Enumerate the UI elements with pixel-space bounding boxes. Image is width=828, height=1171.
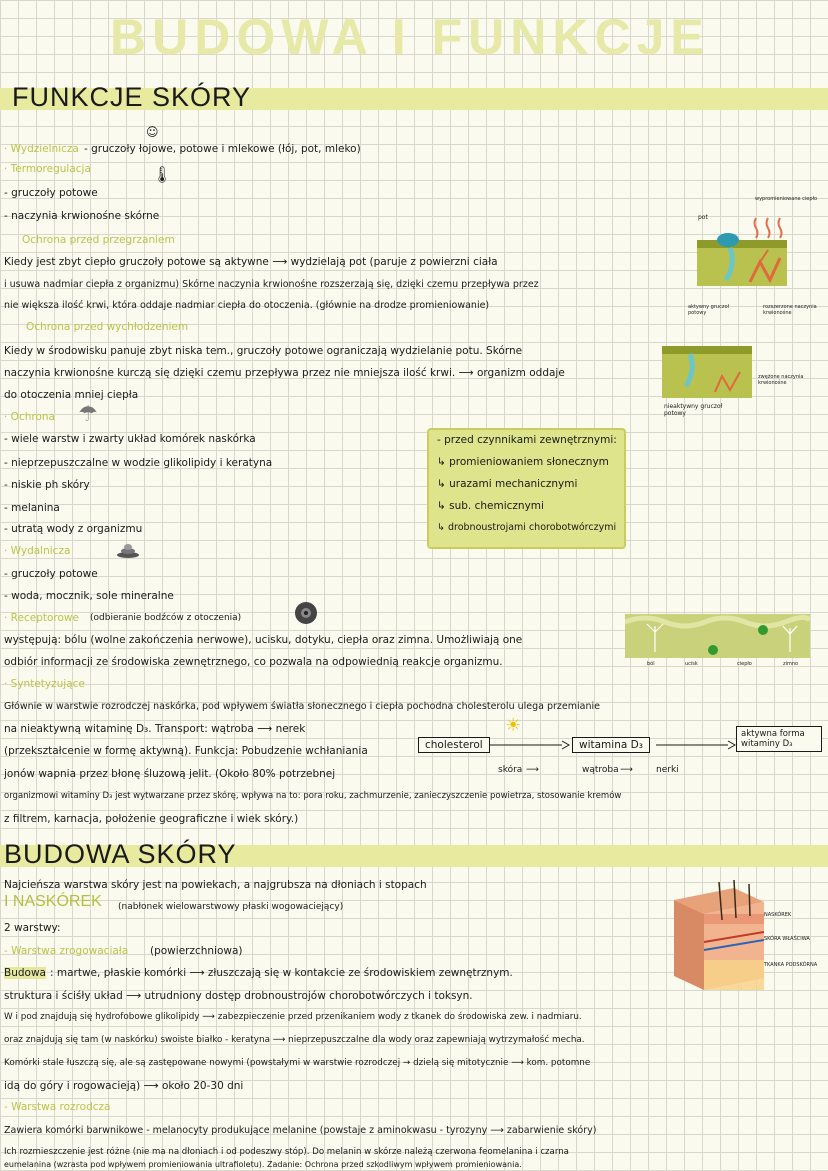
text-line: do otoczenia mniej ciepła: [4, 389, 139, 401]
text-line: W i pod znajdują się hydrofobowe glikolipidy ⟶ zabezpieczenie przed przenikaniem wody z tkanek do środowiska zew. i nadmiaru.: [4, 1012, 582, 1022]
cholesterol-box: cholesterol: [418, 737, 490, 753]
diagram-label: aktywny gruczoł potowy: [688, 304, 729, 316]
receptor-label: zimno: [783, 661, 799, 667]
text-line: - naczynia krwionośne skórne: [4, 210, 160, 222]
text-line: - niskie ph skóry: [4, 479, 90, 491]
highlight-label: Budowa: [4, 967, 46, 979]
text-line: (odbieranie bodźców z otoczenia): [90, 613, 242, 623]
function-heading: · Termoregulacja: [4, 163, 91, 175]
text-line: eumelanina (wzrasta pod wpływem promieniowania ultrafioletu). Zadanie: Ochrona przed szkodliwym wpływem promieniowania.: [4, 1160, 522, 1169]
text-line: (nabłonek wielowarstwowy płaski wogowaciejący): [118, 902, 344, 912]
diagram-label: pot: [698, 214, 708, 221]
skin-label: SKÓRA WŁAŚCIWA: [764, 936, 810, 942]
text-line: - gruczoły potowe: [4, 568, 98, 580]
pathway-arrow: ⟶: [620, 765, 633, 775]
text-line: 2 warstwy:: [4, 922, 61, 934]
receptor-label: ciepło: [737, 661, 752, 667]
text-line: nie większa ilość krwi, która oddaje nadmiar ciepła do otoczenia. (głównie na drodze promieniowanie): [4, 300, 490, 311]
text-line: (przekształcenie w formę aktywną). Funkcja: Pobudzenie wchłaniania: [4, 745, 368, 757]
box-line: ↳ promieniowaniem słonecznym: [437, 456, 609, 468]
pathway-label: skóra: [498, 765, 523, 775]
text-line: Komórki stale łuszczą się, ale są zastępowane nowymi (powstałymi w warstwie rozrodczej → dzielą się mitotycznie ⟶ kom. potomne: [4, 1058, 591, 1068]
text-line: - nieprzepuszczalne w wodzie glikolipidy i keratyna: [4, 457, 273, 469]
pathway-arrow: [656, 738, 736, 752]
receptor-diagram: [625, 612, 810, 670]
active-vitamin-box: aktywna forma witaminy D₃: [736, 726, 822, 752]
text-line: Głównie w warstwie rozrodczej naskórka, pod wpływem światła słonecznego i ciepła pochodna cholesterolu ulega przemianie: [4, 701, 600, 712]
function-heading: · Ochrona: [4, 411, 55, 423]
text-line: Najcieńsza warstwa skóry jest na powiekach, a najgrubsza na dłoniach i stopach: [4, 879, 427, 891]
text-line: - wiele warstw i zwarty układ komórek naskórka: [4, 433, 256, 445]
text-line: Kiedy w środowisku panuje zbyt niska tem., gruczoły potowe ograniczają wydzielanie potu. Skórne: [4, 345, 523, 357]
subheading: - Warstwa zrogowaciała: [4, 945, 129, 957]
diagram-label: zwężone naczynia krwionośne: [758, 374, 804, 386]
protection-box: [427, 428, 626, 549]
receptor-icon: [294, 601, 318, 629]
sweat-diagram-cold: [660, 340, 825, 430]
baby-icon: ☺: [146, 125, 159, 139]
text-line: z filtrem, karnacja, położenie geograficzne i wiek skóry.): [4, 813, 299, 825]
text-line: organizmowi witaminy D₃ jest wytwarzane przez skórę, wpływa na to: pora roku, zachmurzenie, zanieczyszczenie powietrza, stosowanie kremów: [4, 791, 622, 801]
pathway-label: wątroba: [582, 765, 619, 775]
text-line: na nieaktywną witaminę D₃. Transport: wątroba ⟶ nerek: [4, 723, 306, 735]
diagram-label: nieaktywny gruczoł potowy: [664, 403, 723, 417]
vitamin-box: witamina D₃: [572, 737, 650, 753]
sweat-diagram-hot: [660, 192, 825, 337]
box-line: ↳ sub. chemicznymi: [437, 500, 544, 512]
box-line: - przed czynnikami zewnętrznymi:: [437, 434, 617, 446]
text-line: - gruczoły potowe: [4, 187, 98, 199]
text-line: i usuwa nadmiar ciepła z organizmu) Skórne naczynia krwionośne rozszerzają się, dzięki czemu przepływa przez: [4, 279, 539, 290]
text-line: Ich rozmieszczenie jest różne (nie ma na dłoniach i od podeszwy stóp). Do melanin w skórze należą czerwona feomelanina i czarna: [4, 1147, 569, 1157]
excretion-icon: [116, 542, 140, 562]
text-line: - gruczoły łojowe, potowe i mlekowe (łój, pot, mleko): [84, 143, 361, 155]
skin-label: TKANKA PODSKÓRNA: [764, 962, 818, 968]
text-line: Kiedy jest zbyt ciepło gruczoły potowe są aktywne ⟶ wydzielają pot (paruje z powierzni ciała: [4, 256, 498, 268]
text-line: - utratą wody z organizmu: [4, 523, 143, 535]
box-line: ↳ drobnoustrojami chorobotwórczymi: [437, 522, 617, 533]
function-heading: · Syntetyzujące: [4, 678, 85, 690]
text-line: - melanina: [4, 502, 60, 514]
umbrella-icon: ☂: [78, 402, 98, 427]
box-line: ↳ urazami mechanicznymi: [437, 478, 578, 490]
text-line: idą do góry i rogowacieją) ⟶ około 20-30 dni: [4, 1080, 244, 1092]
section-title-functions: FUNKCJE SKÓRY: [12, 82, 252, 112]
sun-icon: ☀: [505, 715, 522, 736]
text-line: jonów wapnia przez błonę śluzową jelit. (Około 80% potrzebnej: [4, 768, 336, 780]
text-line: Zawiera komórki barwnikowe - melanocyty produkujące melanine (powstaje z aminokwasu - tyrozyny ⟶ zabarwienie skóry): [4, 1125, 597, 1136]
function-heading: · Receptorowe: [4, 612, 79, 624]
pathway-arrow: [490, 738, 570, 752]
epidermis-heading: I NASKÓREK: [4, 893, 102, 910]
subheading: Ochrona przed przegrzaniem: [22, 234, 175, 246]
text-line: - woda, mocznik, sole mineralne: [4, 590, 174, 602]
text-line: struktura i ściśły układ ⟶ utrudniony dostęp drobnoustrojów chorobotwórczych i toksyn.: [4, 990, 473, 1002]
skin-cross-section: [664, 880, 824, 1002]
text-line: : martwe, płaskie komórki ⟶ złuszczają się w kontakcie ze środowiskiem zewnętrznym.: [50, 967, 513, 979]
text-line: naczynia krwionośne kurczą się dzięki czemu przepływa przez nie mniejsza ilość krwi. ⟶ organizm oddaje: [4, 367, 565, 379]
subheading: - Warstwa rozrodcza: [4, 1101, 111, 1113]
diagram-label: rozszerzone naczynia krwionośne: [763, 304, 817, 316]
text-line: (powierzchniowa): [150, 945, 243, 957]
thermometer-icon: 🌡: [152, 165, 173, 184]
page-title: BUDOWA I FUNKCJE: [110, 9, 710, 65]
pathway-label: nerki: [656, 765, 679, 775]
receptor-label: ból: [647, 661, 655, 667]
text-line: występują: bólu (wolne zakończenia nerwowe), ucisku, dotyku, ciepła oraz zimna. Umożliwiają one: [4, 634, 523, 646]
text-line: oraz znajdują się tam (w naskórku) swoiste białko - keratyna ⟶ nieprzepuszczalne dla wody oraz zapewniają wytrzymałość mecha.: [4, 1035, 585, 1045]
text-line: odbiór informacji ze środowiska zewnętrznego, co pozwala na odpowiednią reakcje organizmu.: [4, 656, 503, 668]
section-title-structure: BUDOWA SKÓRY: [4, 839, 237, 869]
function-heading: · Wydalnicza: [4, 545, 71, 557]
skin-label: NASKÓREK: [764, 912, 792, 918]
subheading: Ochrona przed wychłodzeniem: [26, 321, 189, 333]
receptor-label: ucisk: [685, 661, 698, 667]
pathway-arrow: ⟶: [526, 765, 539, 775]
function-heading: · Wydzielnicza: [4, 143, 79, 155]
diagram-label: wypromieniowane ciepło: [755, 196, 818, 202]
